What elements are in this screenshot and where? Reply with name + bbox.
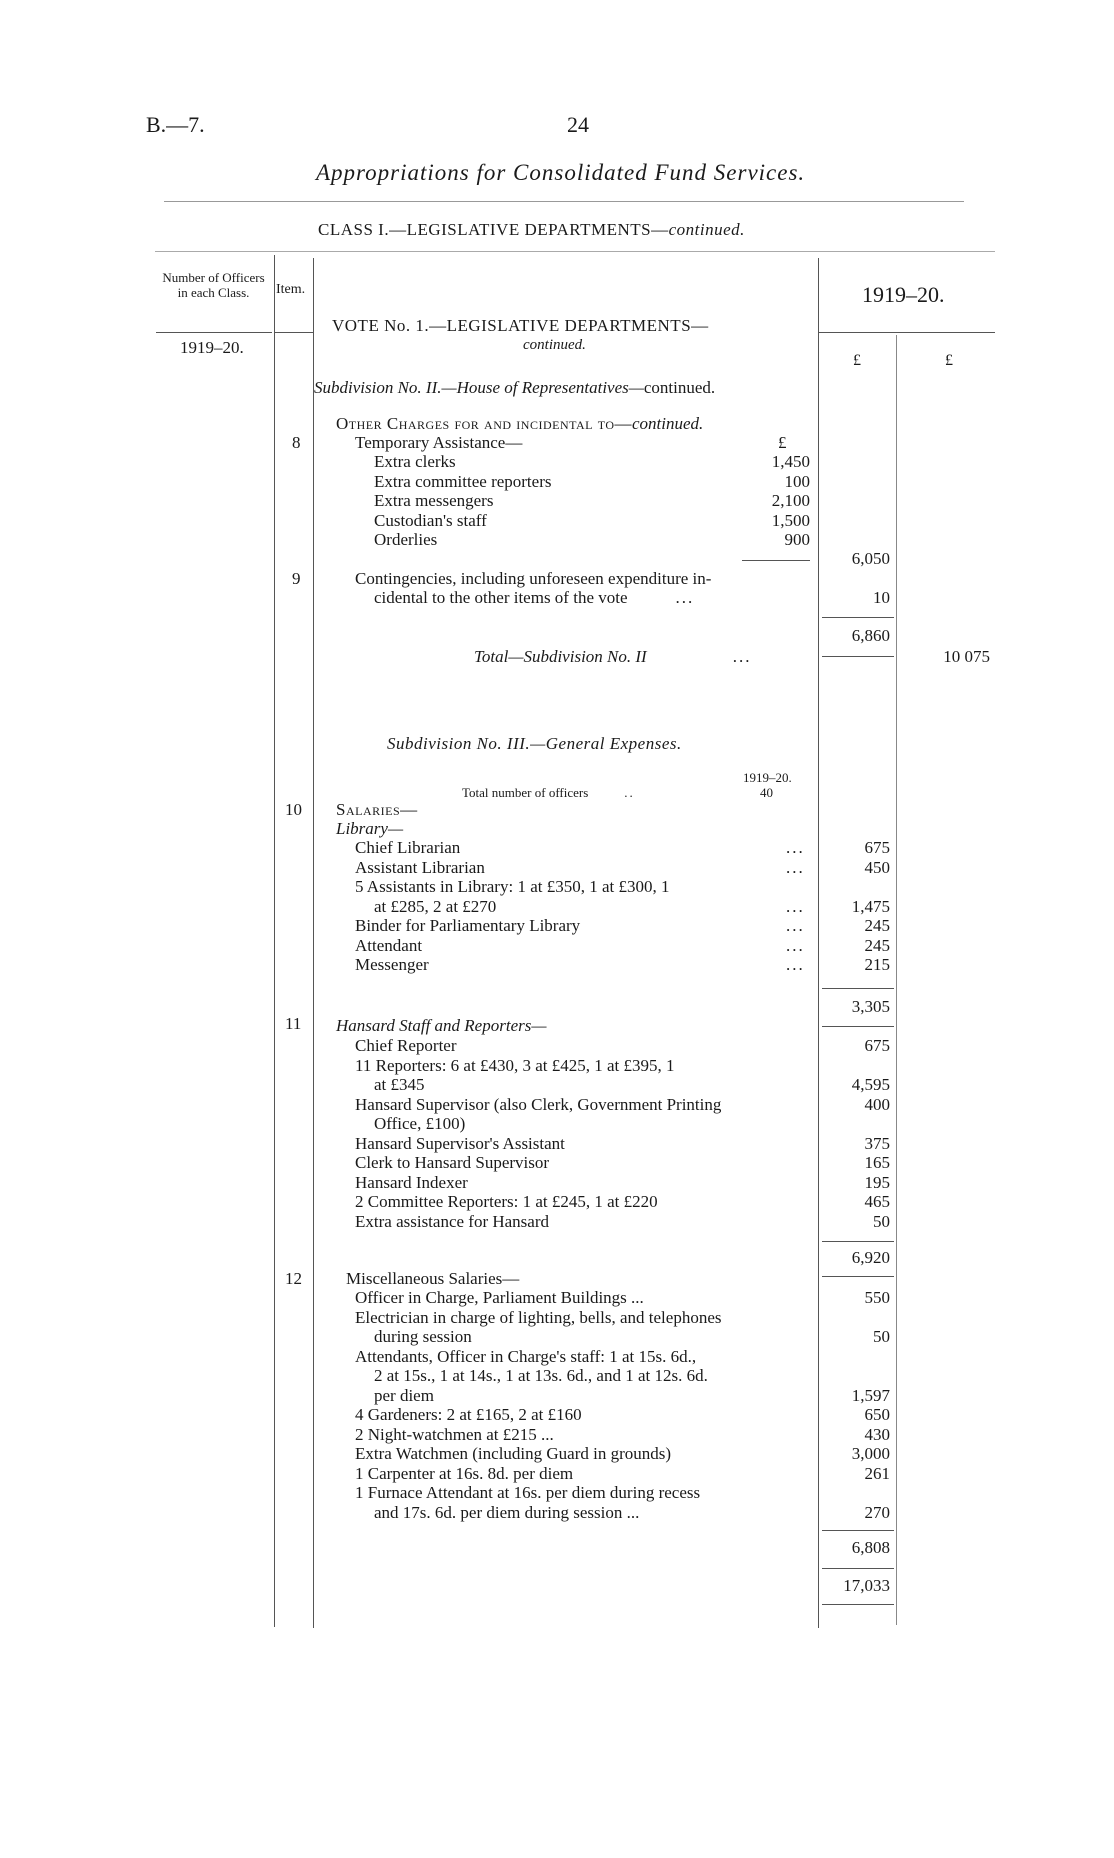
misc-salary-item-label: 4 Gardeners: 2 at £165, 2 at £160	[355, 1405, 582, 1424]
hansard-item-label: 11 Reporters: 6 at £430, 3 at £425, 1 at £395, 1	[355, 1055, 675, 1075]
item-number-9: 9	[292, 569, 301, 588]
library-item-leader: ...	[786, 916, 805, 935]
class-heading	[318, 220, 745, 240]
temporary-assistance-item-label: Orderlies	[374, 530, 438, 549]
misc-salary-item-amount: 430	[864, 1424, 890, 1444]
contingencies-line-2-text: cidental to the other items of the vote	[374, 588, 628, 607]
subdivision-ii-heading-cont: continued.	[643, 378, 716, 397]
other-charges-label: Other Charges for and incidental to—	[336, 414, 633, 433]
temporary-assistance-item-amount: 1,500	[771, 510, 810, 530]
misc-salary-item-amount: 261	[864, 1463, 890, 1483]
pound-sign-col2: £	[945, 352, 953, 369]
item-number-10: 10	[285, 800, 302, 819]
hansard-item-amount: 675	[864, 1036, 890, 1055]
library-item-leader: ...	[786, 838, 805, 857]
temporary-assistance-item-amount: 1,450	[771, 452, 810, 471]
misc-salary-item-label: Extra Watchmen (including Guard in grounds)	[355, 1444, 672, 1463]
hansard-item-label: at £345	[374, 1075, 425, 1094]
temporary-assistance-item-amount: 2,100	[771, 491, 810, 510]
temp-assistance-total: 6,050	[851, 549, 890, 568]
hansard-total: 6,920	[851, 1248, 890, 1267]
hansard-item-label: 2 Committee Reporters: 1 at £245, 1 at £220	[355, 1192, 658, 1211]
library-item-leader: ...	[786, 955, 805, 974]
table-top-rule	[155, 251, 995, 252]
hansard-item-amount: 195	[864, 1172, 890, 1192]
temporary-assistance-item-amount: 100	[784, 471, 810, 491]
total-officers-line	[462, 785, 635, 801]
officers-year: 1919–20.	[180, 338, 244, 357]
hansard-item-amount: 375	[864, 1133, 890, 1153]
other-charges-heading	[336, 414, 703, 433]
rule-item-header	[275, 332, 313, 333]
misc-salary-item-amount: 1,597	[851, 1385, 890, 1405]
item-number-8: 8	[292, 433, 301, 452]
misc-salary-item-label: 1 Carpenter at 16s. 8d. per diem	[355, 1463, 574, 1483]
page-ref: B.—7.	[146, 112, 205, 137]
misc-salaries-heading: Miscellaneous Salaries—	[346, 1269, 520, 1288]
hansard-subtotal-rule	[822, 1241, 894, 1242]
hansard-item-amount: 4,595	[851, 1075, 890, 1094]
library-total: 3,305	[851, 997, 890, 1016]
item-column-header: Item.	[276, 282, 306, 297]
item-number-11: 11	[285, 1014, 302, 1033]
hansard-item-amount: 465	[864, 1192, 890, 1211]
misc-salary-item-label: 2 at 15s., 1 at 14s., 1 at 13s. 6d., and 1 at 12s. 6d.	[374, 1366, 708, 1385]
grand-total-bottom-rule	[822, 1604, 894, 1605]
misc-subtotal-rule	[822, 1530, 894, 1531]
class-heading-main: CLASS I.—LEGISLATIVE DEPARTMENTS—	[318, 220, 669, 239]
library-item-label: at £285, 2 at £270	[374, 896, 497, 916]
salaries-heading: Salaries—	[336, 800, 418, 819]
officers-column-header: Number of Officers in each Class.	[162, 270, 265, 300]
misc-salary-item-amount: 50	[873, 1327, 890, 1346]
hansard-item-label: Chief Reporter	[355, 1036, 457, 1055]
library-item-leader: ...	[786, 896, 805, 916]
hansard-item-label: Clerk to Hansard Supervisor	[355, 1153, 550, 1172]
subdivision-ii-heading	[314, 378, 715, 397]
temporary-assistance-item-label: Custodian's staff	[374, 510, 487, 530]
library-item-amount: 245	[864, 935, 890, 955]
library-item-label: Chief Librarian	[355, 838, 461, 857]
subdivision-iii-heading: Subdivision No. III.—General Expenses.	[387, 734, 682, 753]
rule-year-header	[819, 332, 995, 333]
hansard-item-amount: 400	[864, 1094, 890, 1114]
hansard-total-rule	[822, 1276, 894, 1277]
grand-total: 17,033	[843, 1576, 890, 1595]
temporary-assistance-item-label: Extra clerks	[374, 452, 456, 471]
sub2-total-value: 10 075	[943, 647, 990, 666]
hansard-item-label: Hansard Indexer	[355, 1172, 468, 1192]
library-item-leader: ...	[786, 935, 805, 955]
library-item-label: Assistant Librarian	[355, 857, 485, 877]
hansard-heading: Hansard Staff and Reporters—	[336, 1016, 547, 1035]
temporary-assistance-item-label: Extra committee reporters	[374, 471, 552, 491]
misc-salary-item-label: per diem	[374, 1385, 434, 1405]
misc-salary-item-label: 2 Night-watchmen at £215 ...	[355, 1424, 554, 1444]
library-item-amount: 1,475	[851, 896, 890, 916]
sub2-subtotal: 6,860	[851, 626, 890, 645]
total-officers-label: Total number of officers	[462, 785, 589, 800]
grand-total-rule	[822, 1568, 894, 1569]
total-officers-leader: ..	[624, 785, 635, 800]
library-item-amount: 215	[864, 955, 890, 974]
rule-desc-right	[818, 258, 819, 1628]
misc-salary-item-amount: 270	[864, 1502, 890, 1522]
class-heading-cont: continued.	[668, 220, 745, 239]
misc-total: 6,808	[851, 1538, 890, 1557]
hansard-item-label: Hansard Supervisor (also Clerk, Government Printing	[355, 1094, 722, 1114]
library-item-amount: 450	[864, 857, 890, 877]
misc-salary-item-amount: 550	[864, 1288, 890, 1307]
contingencies-amount: 10	[873, 588, 890, 607]
vote-title: VOTE No. 1.—LEGISLATIVE DEPARTMENTS—	[332, 316, 709, 335]
temp-subtotal-rule	[742, 560, 810, 561]
library-item-amount: 245	[864, 916, 890, 935]
library-item-leader: ...	[786, 857, 805, 877]
sub2-total-rule	[822, 656, 894, 657]
other-charges-cont: continued.	[632, 414, 704, 433]
misc-salary-item-label: during session	[374, 1327, 472, 1346]
total-officers-count: 40	[760, 785, 773, 800]
hansard-item-label: Extra assistance for Hansard	[355, 1211, 550, 1231]
library-item-label: 5 Assistants in Library: 1 at £350, 1 at £300, 1	[355, 877, 670, 896]
library-subtotal-rule	[822, 988, 894, 989]
misc-salary-item-label: Officer in Charge, Parliament Buildings ...	[355, 1288, 644, 1307]
year-column-header: 1919–20.	[862, 282, 945, 307]
page-title: Appropriations for Consolidated Fund Services.	[316, 160, 806, 185]
misc-salary-item-label: Attendants, Officer in Charge's staff: 1 at 15s. 6d.,	[355, 1346, 697, 1366]
contingencies-line-1: Contingencies, including unforeseen expenditure in-	[355, 569, 712, 588]
hansard-item-label: Hansard Supervisor's Assistant	[355, 1133, 565, 1153]
sub2-total-leader: ...	[732, 647, 752, 666]
rule-officers-right	[274, 255, 275, 1627]
hansard-item-amount: 165	[864, 1153, 890, 1172]
library-heading: Library—	[336, 819, 404, 838]
library-item-amount: 675	[864, 838, 890, 857]
temp-pound-sign: £	[778, 433, 787, 452]
misc-salary-item-label: and 17s. 6d. per diem during session ...	[374, 1502, 640, 1522]
temporary-assistance-heading: Temporary Assistance—	[355, 433, 523, 452]
misc-salary-item-amount: 650	[864, 1405, 890, 1424]
sub2-total-line	[474, 647, 751, 666]
contingencies-leader: ...	[675, 588, 695, 607]
sub2-subtotal-rule	[822, 617, 894, 618]
sub2-total-label: Total—Subdivision No. II	[474, 647, 647, 666]
hansard-item-label: Office, £100)	[374, 1114, 466, 1133]
rule-amount-right	[896, 335, 897, 1625]
hansard-open-rule	[822, 1026, 894, 1027]
subdivision-ii-heading-main: Subdivision No. II.—House of Representatives—	[314, 378, 644, 397]
hansard-item-amount: 50	[873, 1211, 890, 1231]
library-item-label: Attendant	[355, 935, 423, 955]
temporary-assistance-item-amount: 900	[784, 530, 810, 549]
rule-officers-header	[156, 332, 272, 333]
library-item-label: Binder for Parliamentary Library	[355, 916, 581, 935]
vote-title-cont: continued.	[523, 337, 586, 353]
misc-salary-item-amount: 3,000	[851, 1444, 890, 1463]
library-item-label: Messenger	[355, 955, 429, 974]
title-rule	[164, 201, 964, 202]
misc-salary-item-label: Electrician in charge of lighting, bells, and telephones	[355, 1307, 722, 1327]
item-number-12: 12	[285, 1269, 302, 1288]
pound-sign-col1: £	[853, 352, 861, 369]
page-number: 24	[567, 112, 589, 137]
contingencies-line-2	[374, 588, 694, 607]
misc-salary-item-label: 1 Furnace Attendant at 16s. per diem during recess	[355, 1483, 701, 1502]
temporary-assistance-item-label: Extra messengers	[374, 491, 494, 510]
officers-year-label: 1919–20.	[743, 770, 792, 785]
rule-item-right	[313, 258, 314, 1628]
